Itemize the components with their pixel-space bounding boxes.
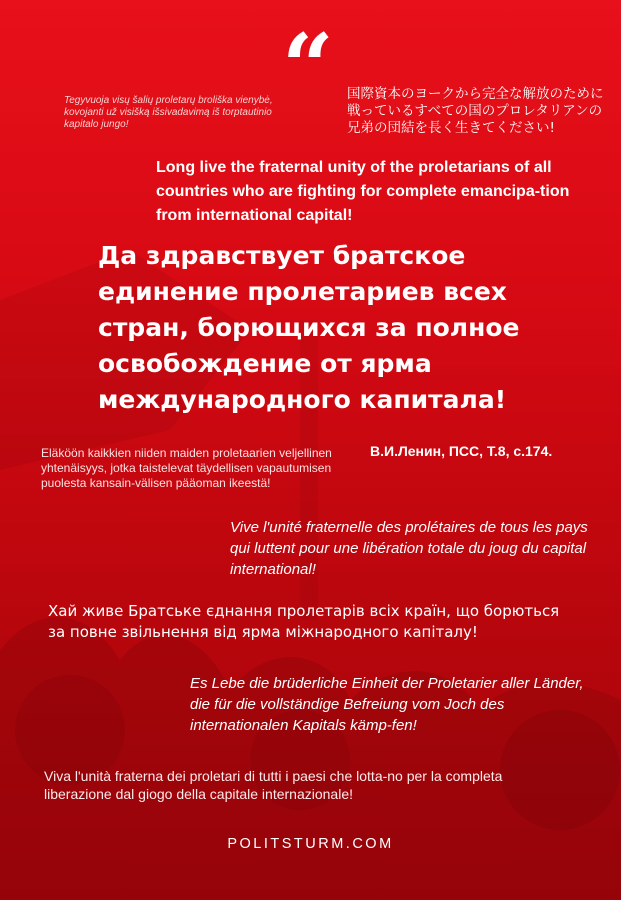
russian-text: Да здравствует братское единение пролетариев всех стран, борющихся за полное освобождение от ярма международного капитала! (98, 241, 520, 414)
lithuanian-text: Tegyvuoja visų šalių proletarų broliška vienybė, kovojanti už visišką išsivadavimą iš torptautinio kapitalo jungo! (64, 95, 273, 130)
ukrainian-text: Хай живе Братське єднання пролетарів всіх країн, що борються за повне звільнення від ярма міжнародного капіталу! (48, 602, 560, 641)
italian-text: Viva l'unità fraterna dei proletari di tutti i paesi che lotta-no per la completa liberazione dal giogo della capitale internazionale! (44, 768, 503, 802)
citation: В.И.Ленин, ПСС, Т.8, с.174. (370, 443, 553, 459)
german-text: Es Lebe die brüderliche Einheit der Proletarier aller Länder, die für die vollständige Befreiung vom Joch des internationalen Kapitals kämp-fen! (190, 675, 584, 734)
japanese-text: 国際資本のヨークから完全な解放のために戦っているすべての国のプロレタリアンの兄弟の団結を長く生きてください! (347, 86, 604, 136)
figures-silhouette (0, 617, 621, 900)
website-url: POLITSTURM.COM (227, 836, 394, 852)
french-text: Vive l'unité fraternelle des prolétaires de tous les pays qui luttent pour une libération totale du joug du capital international! (230, 519, 588, 578)
quote-mark-icon: “ (282, 14, 334, 120)
finnish-text: Eläköön kaikkien niiden maiden proletaarien veljellinen yhtenäisyys, jotka taistelevat täydellisen vapautumisen puolesta kansain-välisen pääoman ikeestä! (41, 446, 332, 490)
english-text: Long live the fraternal unity of the proletarians of all countries who are fighting for complete emancipa-tion from international capital! (156, 159, 570, 224)
